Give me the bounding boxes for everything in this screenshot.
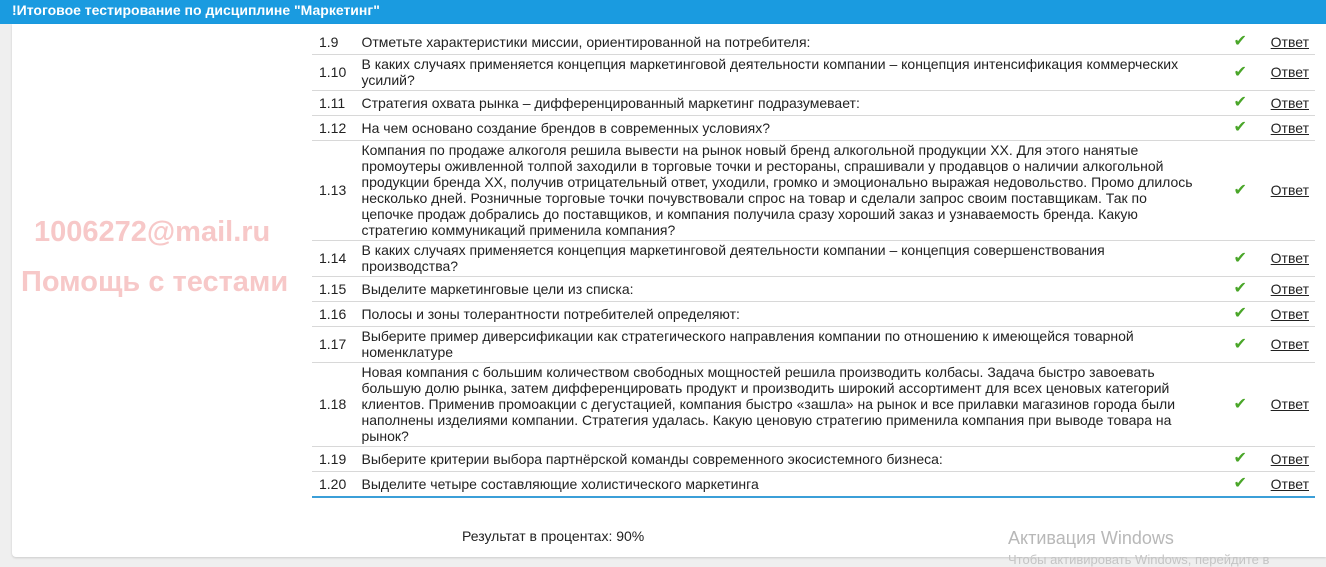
answer-link[interactable]: Ответ bbox=[1270, 280, 1309, 297]
checkmark-icon: ✔ bbox=[1233, 450, 1247, 467]
answer-link[interactable]: Ответ bbox=[1270, 33, 1309, 50]
question-text: Полосы и зоны толерантности потребителей определяют: bbox=[361, 305, 740, 322]
window-title: !Итоговое тестирование по дисциплине "Маркетинг" bbox=[0, 0, 1326, 24]
windows-activation-subtitle: Чтобы активировать Windows, перейдите в bbox=[1008, 552, 1270, 567]
answer-link[interactable]: Ответ bbox=[1270, 64, 1309, 80]
question-number: 1.17 bbox=[319, 336, 347, 352]
windows-activation-title: Активация Windows bbox=[1008, 528, 1174, 548]
questions-table bbox=[312, 30, 1315, 498]
question-text: Стратегия охвата рынка – дифференцированный маркетинг подразумевает: bbox=[361, 94, 860, 111]
question-number: 1.9 bbox=[319, 33, 339, 50]
answer-link[interactable]: Ответ bbox=[1270, 475, 1309, 492]
question-text: Отметьте характеристики миссии, ориентированной на потребителя: bbox=[361, 33, 811, 50]
answer-link[interactable]: Ответ bbox=[1270, 450, 1309, 467]
question-number: 1.11 bbox=[319, 94, 346, 111]
checkmark-icon: ✔ bbox=[1233, 119, 1247, 136]
question-number: 1.10 bbox=[319, 64, 347, 80]
question-row bbox=[312, 363, 1315, 447]
answer-link[interactable]: Ответ bbox=[1270, 305, 1309, 322]
question-text: В каких случаях применяется концепция маркетинговой деятельности компании – концепция совершенствования производства? bbox=[361, 242, 1105, 274]
question-row bbox=[312, 55, 1315, 91]
answer-link[interactable]: Ответ bbox=[1270, 250, 1309, 266]
watermark-help: Помощь с тестами bbox=[21, 266, 289, 298]
checkmark-icon: ✔ bbox=[1233, 280, 1247, 297]
checkmark-icon: ✔ bbox=[1233, 335, 1247, 353]
question-row bbox=[312, 116, 1315, 141]
result-text: Результат в процентах: 90% bbox=[462, 528, 645, 544]
question-text: Выберите пример диверсификации как стратегического направления компании по отношению к имеющейся товарной номенклатуре bbox=[361, 328, 1134, 360]
answer-link[interactable]: Ответ bbox=[1270, 396, 1309, 412]
question-row bbox=[312, 327, 1315, 363]
question-text: Выделите четыре составляющие холистического маркетинга bbox=[361, 475, 759, 492]
question-number: 1.12 bbox=[319, 119, 347, 136]
checkmark-icon: ✔ bbox=[1233, 305, 1247, 322]
checkmark-icon: ✔ bbox=[1233, 395, 1247, 413]
question-text: В каких случаях применяется концепция маркетинговой деятельности компании – концепция интенсификация коммерческих усилий? bbox=[361, 56, 1179, 88]
answer-link[interactable]: Ответ bbox=[1270, 182, 1309, 198]
question-row bbox=[312, 277, 1315, 302]
question-row bbox=[312, 30, 1315, 55]
question-row bbox=[312, 141, 1315, 241]
question-row bbox=[312, 472, 1315, 498]
answer-link[interactable]: Ответ bbox=[1270, 336, 1309, 352]
question-text: Выберите критерии выбора партнёрской команды современного экосистемного бизнеса: bbox=[361, 450, 943, 467]
question-row bbox=[312, 447, 1315, 472]
checkmark-icon: ✔ bbox=[1233, 94, 1247, 111]
checkmark-icon: ✔ bbox=[1233, 249, 1247, 267]
watermark-email: 1006272@mail.ru bbox=[34, 216, 271, 248]
question-number: 1.14 bbox=[319, 250, 347, 266]
question-number: 1.20 bbox=[319, 475, 347, 492]
answer-link[interactable]: Ответ bbox=[1270, 119, 1309, 136]
checkmark-icon: ✔ bbox=[1233, 63, 1247, 81]
answer-link[interactable]: Ответ bbox=[1270, 94, 1309, 111]
question-row bbox=[312, 241, 1315, 277]
checkmark-icon: ✔ bbox=[1233, 33, 1247, 50]
question-row bbox=[312, 302, 1315, 327]
question-number: 1.19 bbox=[319, 450, 347, 467]
question-text: Компания по продаже алкоголя решила вывести на рынок новый бренд алкогольной продукции ХХ. Для этого нанятые промоутеры оживленной толпой заходили в торговые точки и рестораны, спрашивали у продавцов о наличии алкогольной продукции бренда ХХ, получив отрицательный ответ, уходили, громко и эмоционально выражая недовольство. Промо длилось несколько дней. Розничные торговые точки почувствовали спрос на товар и сделали запрос своим поставщикам. Так по цепочке продаж добрались до поставщиков, и компания получила сразу хороший заказ и узнаваемость бренда. Какую стратегию коммуникаций применила компания? bbox=[361, 142, 1193, 238]
question-text: На чем основано создание брендов в современных условиях? bbox=[361, 119, 771, 136]
question-number: 1.15 bbox=[319, 280, 347, 297]
question-number: 1.13 bbox=[319, 182, 347, 198]
checkmark-icon: ✔ bbox=[1233, 475, 1247, 492]
question-text: Новая компания с большим количеством свободных мощностей решила производить колбасы. Задача быстро завоевать большую долю рынка, затем дифференцировать продукт и производить широкий ассортимент для всех ценовых категорий клиентов. Применив промоакции с дегустацией, компания быстро «зашла» на рынок и все прилавки магазинов города были наполнены изделиями компании. Стратегия удалась. Какую ценовую стратегию применила компания при выводе товара на рынок? bbox=[361, 364, 1176, 444]
checkmark-icon: ✔ bbox=[1233, 181, 1247, 199]
question-text: Выделите маркетинговые цели из списка: bbox=[361, 280, 634, 297]
question-row bbox=[312, 91, 1315, 116]
question-number: 1.18 bbox=[319, 396, 347, 412]
question-number: 1.16 bbox=[319, 305, 347, 322]
